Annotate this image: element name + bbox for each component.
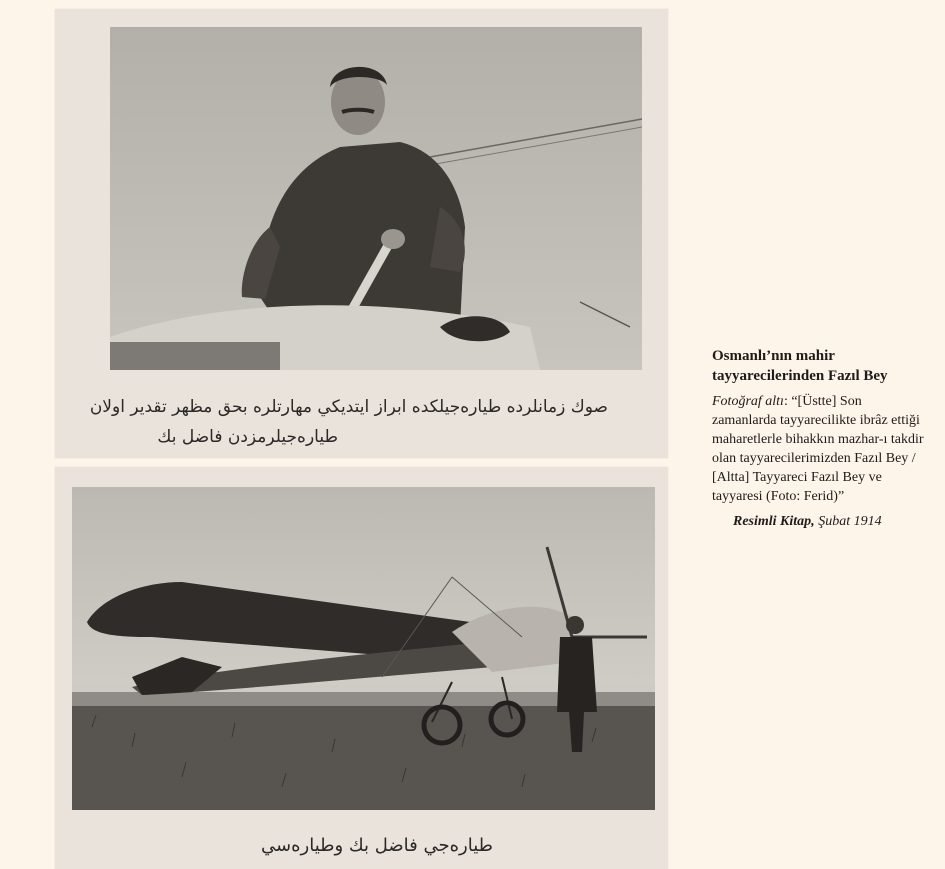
pilot-airplane-photo [72,487,655,810]
caption-body [712,392,927,506]
caption-text: : “[Üstte] Son zamanlarda tayyarecilikte ibrâz ettiği maharetlerle bihakkın mazhar-ı takdir olan tayyarecilerimizden Fazıl Bey / [Altta] Tayyareci Fazıl Bey ve tayyaresi (Foto: Ferid)” [712,394,924,504]
ottoman-caption-bottom: طياره‌جي فاضل بك وطياره‌سي [261,835,493,856]
bottom-photo-panel [55,467,668,869]
source-date: Şubat 1914 [818,514,882,529]
pilot-portrait-photo [110,27,642,370]
top-photo-panel [55,9,668,458]
pilot-airplane-image [72,487,655,810]
caption-title-line-2: tayyarecilerinden Fazıl Bey [712,368,888,384]
caption-title-line-1: Osmanlı’nın mahir [712,348,835,364]
ottoman-caption-top-line-1: صوك زمانلرده طياره‌جيلكده ابراز ايتديكي مهارتلره بحق مظهر تقدير اولان [89,397,608,417]
source-publication: Resimli Kitap, [733,514,815,529]
caption-title [712,346,927,386]
pilot-portrait-image [110,27,642,370]
caption-label: Fotoğraf altı [712,394,784,409]
caption-source [712,512,927,531]
ottoman-caption-top-line-2: طياره‌جيلرمزدن فاضل بك [157,427,338,447]
side-caption [712,346,927,531]
